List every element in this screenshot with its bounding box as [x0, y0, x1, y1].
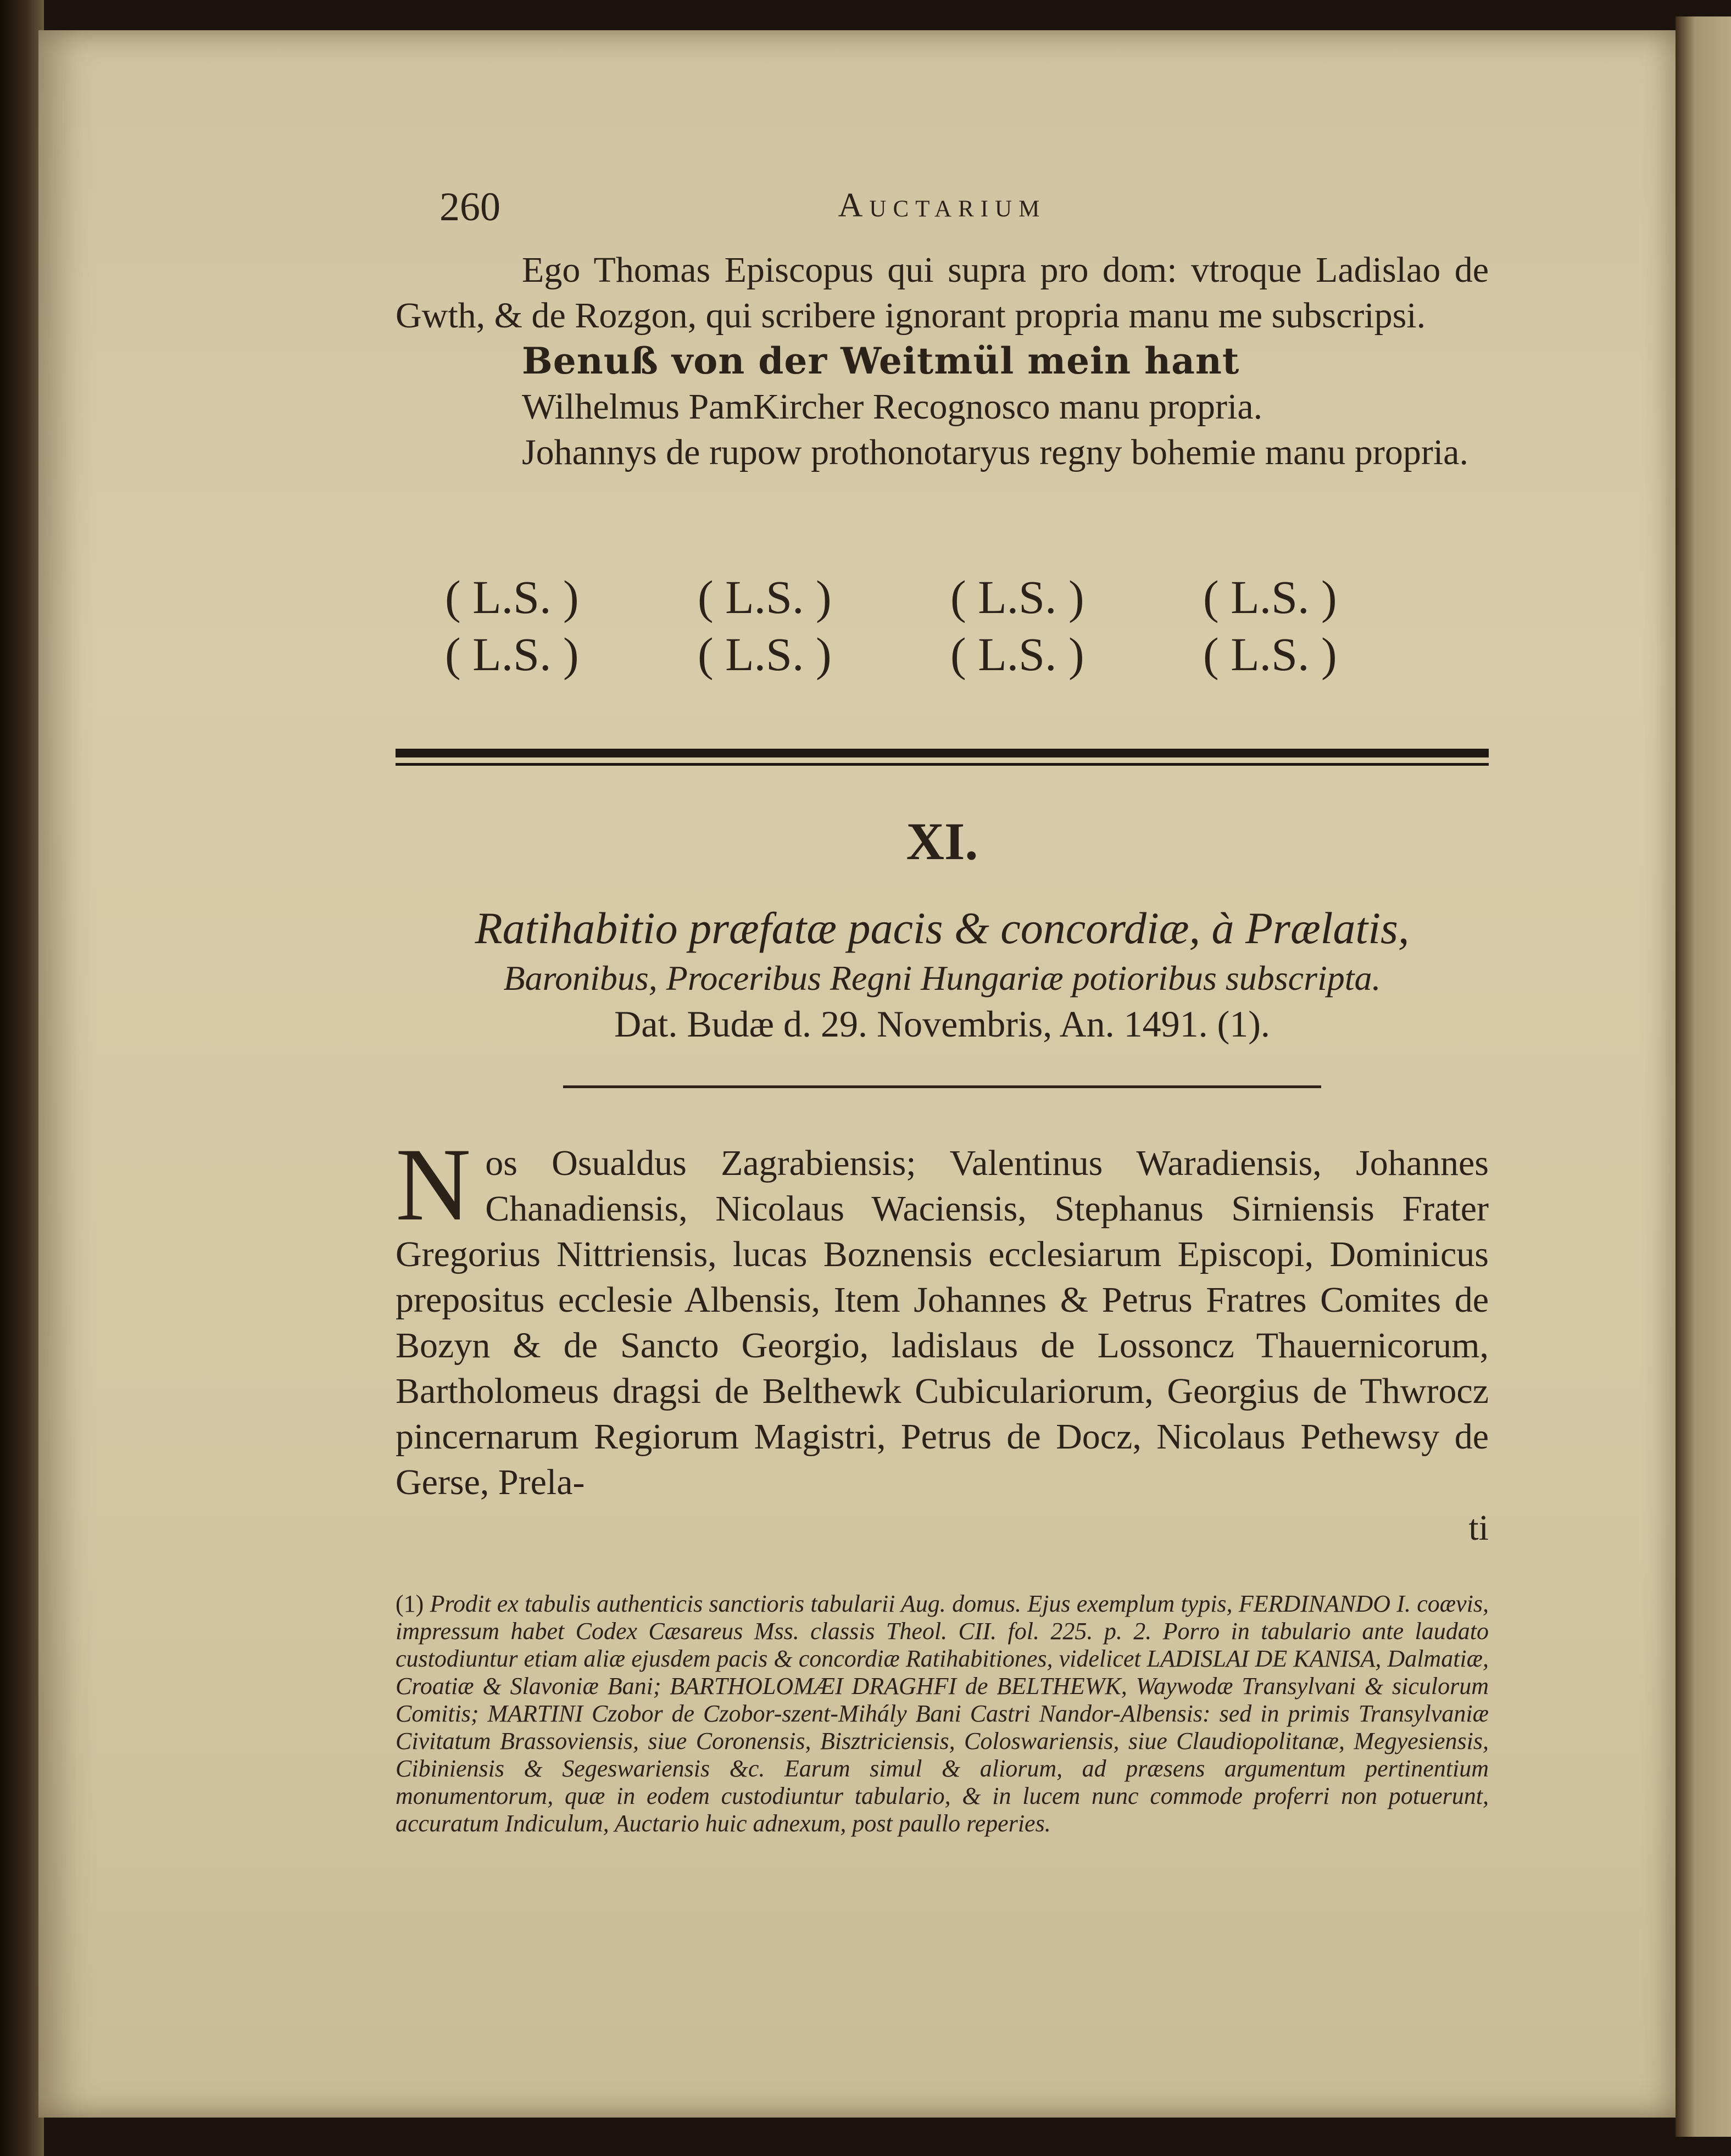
next-page-edge: [1676, 16, 1731, 2137]
seal-marks: [396, 569, 1489, 683]
article-text: os Osualdus Zagrabiensis; Valentinus Waradiensis, Johannes Chanadiensis, Nicolaus Waciensis, Stephanus Sirniensis Frater Gregorius Nittriensis, lucas Boznensis ecclesiarum Episcopi, Dominicus prepositus ecclesie Albensis, Item Johannes & Petrus Fratres Comites de Bozyn & de Sancto Georgio, ladislaus de Lossoncz Thauernicorum, Bartholomeus dragsi de Belthewk Cubiculariorum, Georgius de Thwrocz pincernarum Regiorum Magistri, Petrus de Docz, Nicolaus Pethewsy de Gerse, Prela-: [396, 1143, 1489, 1502]
seal-mark: ( L.S. ): [1203, 571, 1337, 623]
section-divider: [396, 749, 1489, 766]
footnote: [396, 1590, 1489, 1837]
subscription-rupow: Johannys de rupow prothonotaryus regny bohemie manu propria.: [522, 432, 1468, 472]
page-content: [396, 187, 1489, 1837]
running-title: Auctarium: [838, 187, 1047, 224]
article-body: [396, 1127, 1489, 1551]
divider-thick-rule: [396, 749, 1489, 757]
page-number: 260: [439, 185, 500, 230]
heading-line-3: Dat. Budæ d. 29. Novembris, An. 1491. (1).: [614, 1003, 1270, 1045]
seal-mark: ( L.S. ): [950, 628, 1084, 681]
subscription-thomas: Ego Thomas Episcopus qui supra pro dom: vtroque Ladislao de Gwth, & de Rozgon, qui scribere ignorant propria manu me subscripsi.: [396, 250, 1489, 336]
divider-thin-rule: [396, 763, 1489, 766]
heading-rule: [563, 1085, 1321, 1088]
catchword: ti: [1468, 1508, 1489, 1548]
seal-mark: ( L.S. ): [698, 571, 832, 623]
footnote-mark: (1): [396, 1590, 424, 1617]
seal-mark: ( L.S. ): [445, 628, 579, 681]
seal-mark: ( L.S. ): [950, 571, 1084, 623]
subscription-pamkircher: Wilhelmus PamKircher Recognosco manu propria.: [522, 387, 1263, 427]
running-head: [396, 187, 1489, 247]
seal-mark: ( L.S. ): [1203, 628, 1337, 681]
subscription-weitmul: Benuß von der Weitmül mein hant: [522, 339, 1240, 382]
section-heading: [396, 901, 1489, 1047]
drop-cap: N: [396, 1127, 471, 1243]
footnote-text: Prodit ex tabulis authenticis sanctioris tabularii Aug. domus. Ejus exemplum typis, FERDINANDO I. coævis, impressum habet Codex Cæsareus Mss. classis Theol. CII. fol. 225. p. 2. Porro in tabulario ante laudato custodiuntur etiam aliæ ejusdem pacis & concordiæ Ratihabitiones, videlicet LADISLAI DE KANISA, Dalmatiæ, Croatiæ & Slavoniæ Bani; BARTHOLOMÆI DRAGHFI de BELTHEWK, Waywodæ Transylvani & siculorum Comitis; MARTINI Czobor de Czobor-szent-Mihály Bani Castri Nandor-Albensis: sed in primis Transylvaniæ Civitatum Brassoviensis, siue Coronensis, Bisztriciensis, Coloswariensis, siue Claudiopolitanæ, Megyesiensis, Cibiniensis & Segeswariensis &c. Earum simul & aliorum, ad præsens argumentum pertinentium monumentorum, quæ in eodem custodiuntur tabulario, & in lucem nunc commode proferri non potuerunt, accuratum Indiculum, Auctario huic adnexum, post paullo reperies.: [396, 1590, 1489, 1837]
heading-line-1: Ratihabitio præfatæ pacis & concordiæ, à Prælatis,: [475, 903, 1410, 953]
heading-line-2: Baronibus, Proceribus Regni Hungariæ potioribus subscripta.: [503, 959, 1381, 998]
seal-mark: ( L.S. ): [445, 571, 579, 623]
section-number: XI.: [906, 812, 978, 871]
seal-mark: ( L.S. ): [698, 628, 832, 681]
book-binding-edge: [0, 0, 44, 2156]
